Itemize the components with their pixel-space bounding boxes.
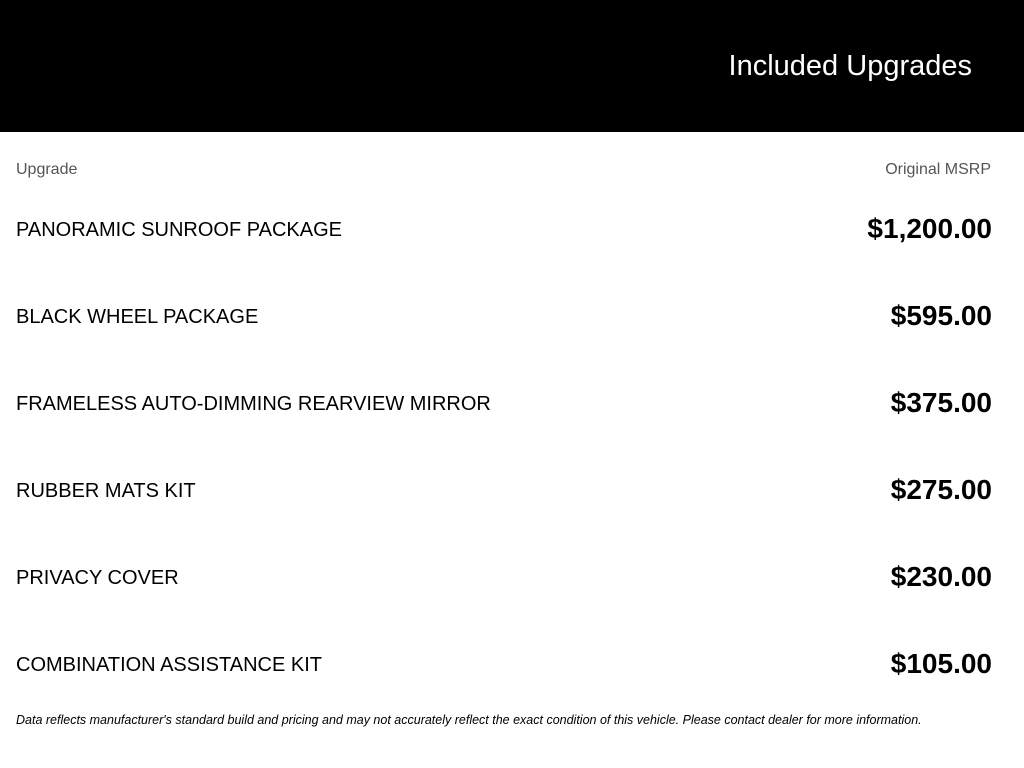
- column-header-original-msrp: Original MSRP: [885, 161, 991, 178]
- upgrade-row: [0, 210, 1024, 250]
- upgrade-row: [0, 471, 1024, 511]
- column-header-upgrade: Upgrade: [16, 161, 78, 178]
- upgrade-price: $230.00: [890, 561, 992, 592]
- upgrade-row: [0, 384, 1024, 424]
- upgrade-name: COMBINATION ASSISTANCE KIT: [16, 654, 322, 676]
- disclaimer-text: Data reflects manufacturer's standard build and pricing and may not accurately reflect the exact condition of this vehicle. Please contact dealer for more information.: [16, 713, 922, 727]
- upgrade-name: PRIVACY COVER: [16, 567, 179, 589]
- upgrade-name: PANORAMIC SUNROOF PACKAGE: [16, 219, 342, 241]
- upgrade-price: $595.00: [890, 300, 992, 331]
- upgrade-price: $375.00: [890, 387, 992, 418]
- header-bar: [0, 0, 1024, 132]
- upgrade-price: $1,200.00: [867, 213, 992, 244]
- upgrade-name: FRAMELESS AUTO-DIMMING REARVIEW MIRROR: [16, 393, 491, 415]
- upgrade-price: $105.00: [890, 648, 992, 679]
- upgrade-price: $275.00: [890, 474, 992, 505]
- upgrade-name: BLACK WHEEL PACKAGE: [16, 306, 259, 328]
- upgrade-row: [0, 558, 1024, 598]
- upgrade-row: [0, 297, 1024, 337]
- upgrade-name: RUBBER MATS KIT: [16, 480, 196, 502]
- upgrade-row: [0, 645, 1024, 685]
- page-title: Included Upgrades: [728, 50, 972, 82]
